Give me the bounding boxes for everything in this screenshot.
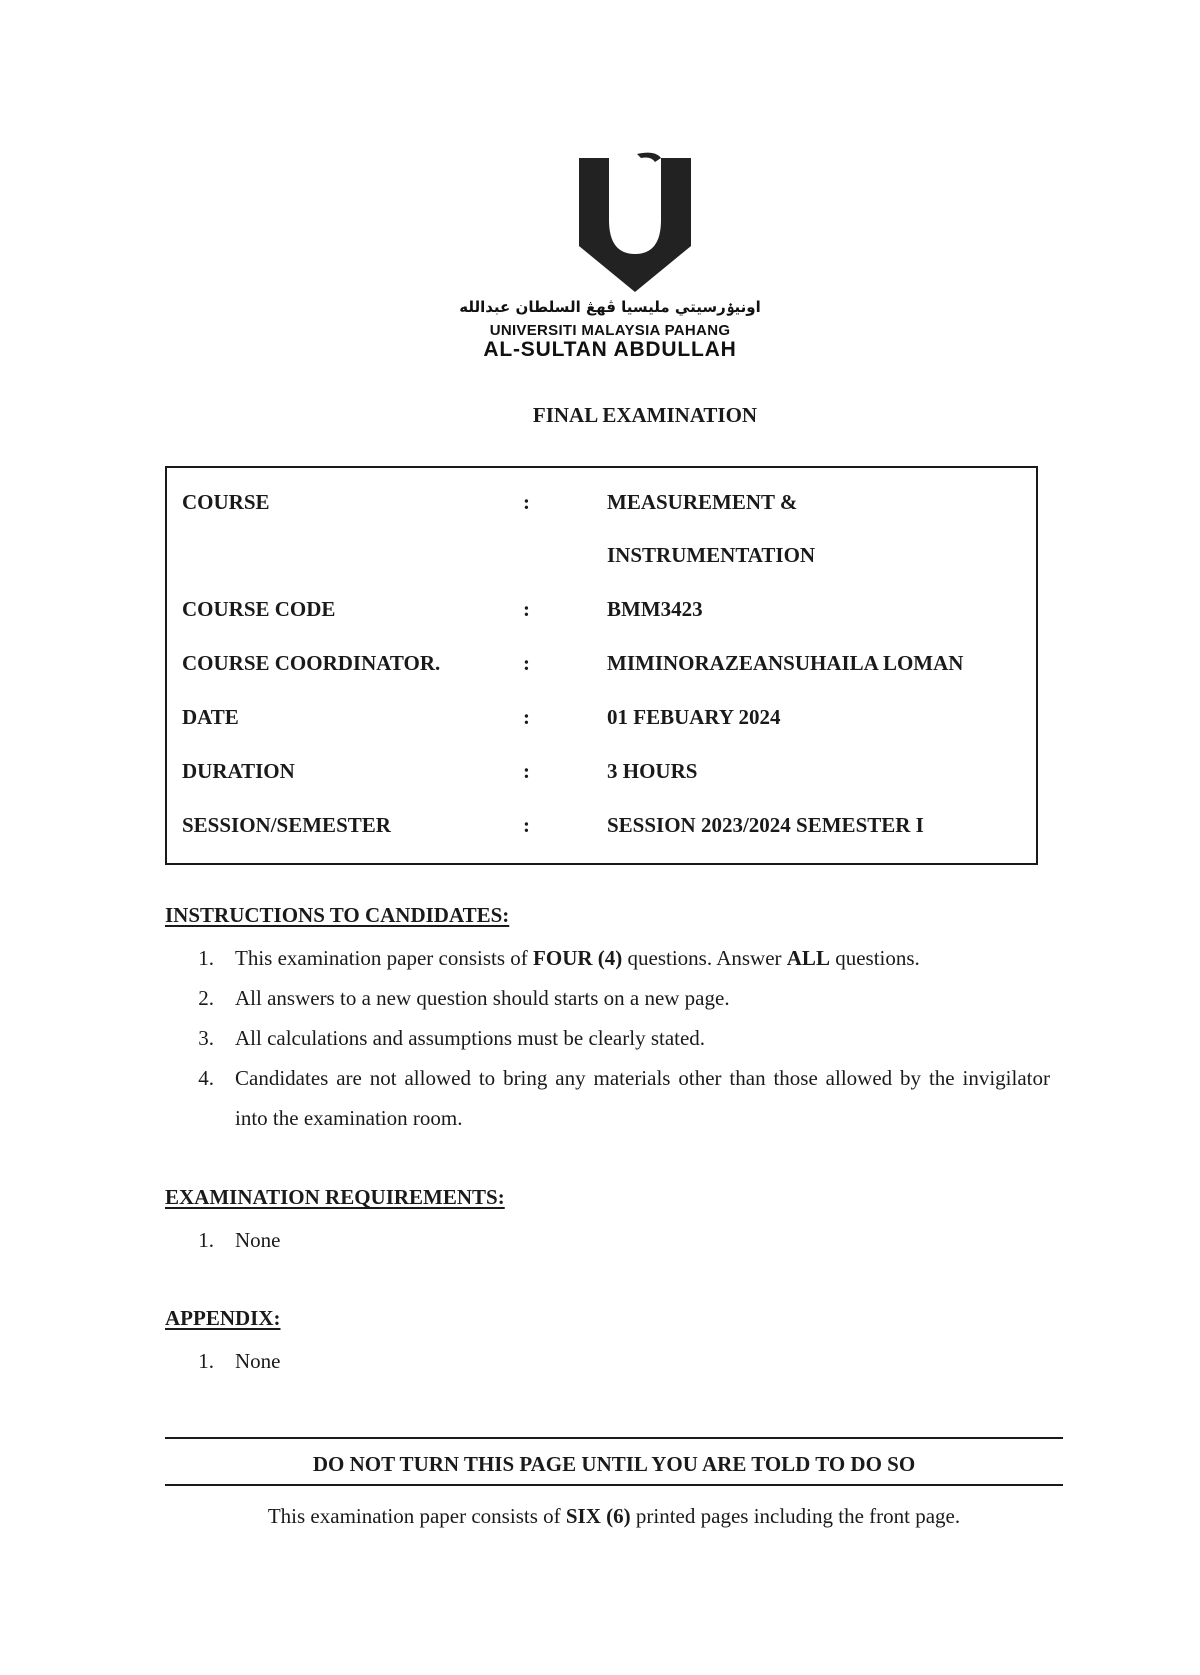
logo-text: UMPSA: [618, 240, 652, 250]
info-value: MEASUREMENT &: [607, 490, 798, 514]
page-count-note: This examination paper consists of SIX (6) printed pages including the front page.: [267, 1504, 961, 1528]
umpsa-logo-icon: [575, 150, 695, 295]
university-name-line2: AL-SULTAN ABDULLAH: [483, 338, 737, 361]
footer-rule-top: [165, 1437, 1063, 1439]
info-label: DURATION: [182, 759, 295, 783]
list-item: [190, 978, 1050, 1018]
course-info-box: [165, 466, 1038, 865]
list-item: [190, 1220, 1050, 1260]
info-colon: :: [523, 705, 530, 729]
info-value: SESSION 2023/2024 SEMESTER I: [607, 813, 924, 837]
do-not-turn-warning: DO NOT TURN THIS PAGE UNTIL YOU ARE TOLD TO DO SO: [312, 1452, 916, 1476]
list-number: 1.: [198, 1228, 214, 1252]
instruction-text: All answers to a new question should starts on a new page.: [235, 986, 730, 1010]
university-name-line1: UNIVERSITI MALAYSIA PAHANG: [489, 322, 731, 339]
info-value: INSTRUMENTATION: [607, 543, 816, 567]
footer-rule-bottom: [165, 1484, 1063, 1486]
info-label: SESSION/SEMESTER: [182, 813, 391, 837]
list-number: 4.: [198, 1066, 214, 1090]
list-number: 1.: [198, 946, 214, 970]
info-colon: :: [523, 651, 530, 675]
list-item: [190, 1018, 1050, 1058]
info-colon: :: [523, 490, 530, 514]
requirements-heading: EXAMINATION REQUIREMENTS:: [165, 1185, 505, 1209]
info-label: COURSE: [182, 490, 270, 514]
info-value: 01 FEBUARY 2024: [607, 705, 781, 729]
instructions-heading: INSTRUCTIONS TO CANDIDATES:: [165, 903, 510, 927]
list-item: [190, 1341, 1050, 1381]
info-label: DATE: [182, 705, 239, 729]
list-item: [190, 938, 1050, 978]
info-colon: :: [523, 597, 530, 621]
list-item: [190, 1058, 1050, 1138]
info-label: COURSE CODE: [182, 597, 336, 621]
info-value: BMM3423: [607, 597, 703, 621]
info-value: MIMINORAZEANSUHAILA LOMAN: [607, 651, 964, 675]
requirement-text: None: [235, 1228, 281, 1252]
appendix-heading: APPENDIX:: [165, 1306, 281, 1330]
list-number: 2.: [198, 986, 214, 1010]
info-colon: :: [523, 759, 530, 783]
university-name-arabic: اونيۏرسيتي مليسيا ڤهڠ السلطان عبدالله: [459, 298, 761, 316]
list-number: 3.: [198, 1026, 214, 1050]
appendix-text: None: [235, 1349, 281, 1373]
list-number: 1.: [198, 1349, 214, 1373]
info-label: COURSE COORDINATOR.: [182, 651, 441, 675]
exam-title: FINAL EXAMINATION: [532, 403, 758, 427]
instruction-text: Candidates are not allowed to bring any materials other than those allowed by the invigilator into the examination room.: [235, 1066, 1050, 1130]
info-colon: :: [523, 813, 530, 837]
instruction-text: All calculations and assumptions must be clearly stated.: [235, 1026, 706, 1050]
instruction-text: This examination paper consists of FOUR (4) questions. Answer ALL questions.: [235, 946, 920, 970]
info-value: 3 HOURS: [607, 759, 698, 783]
